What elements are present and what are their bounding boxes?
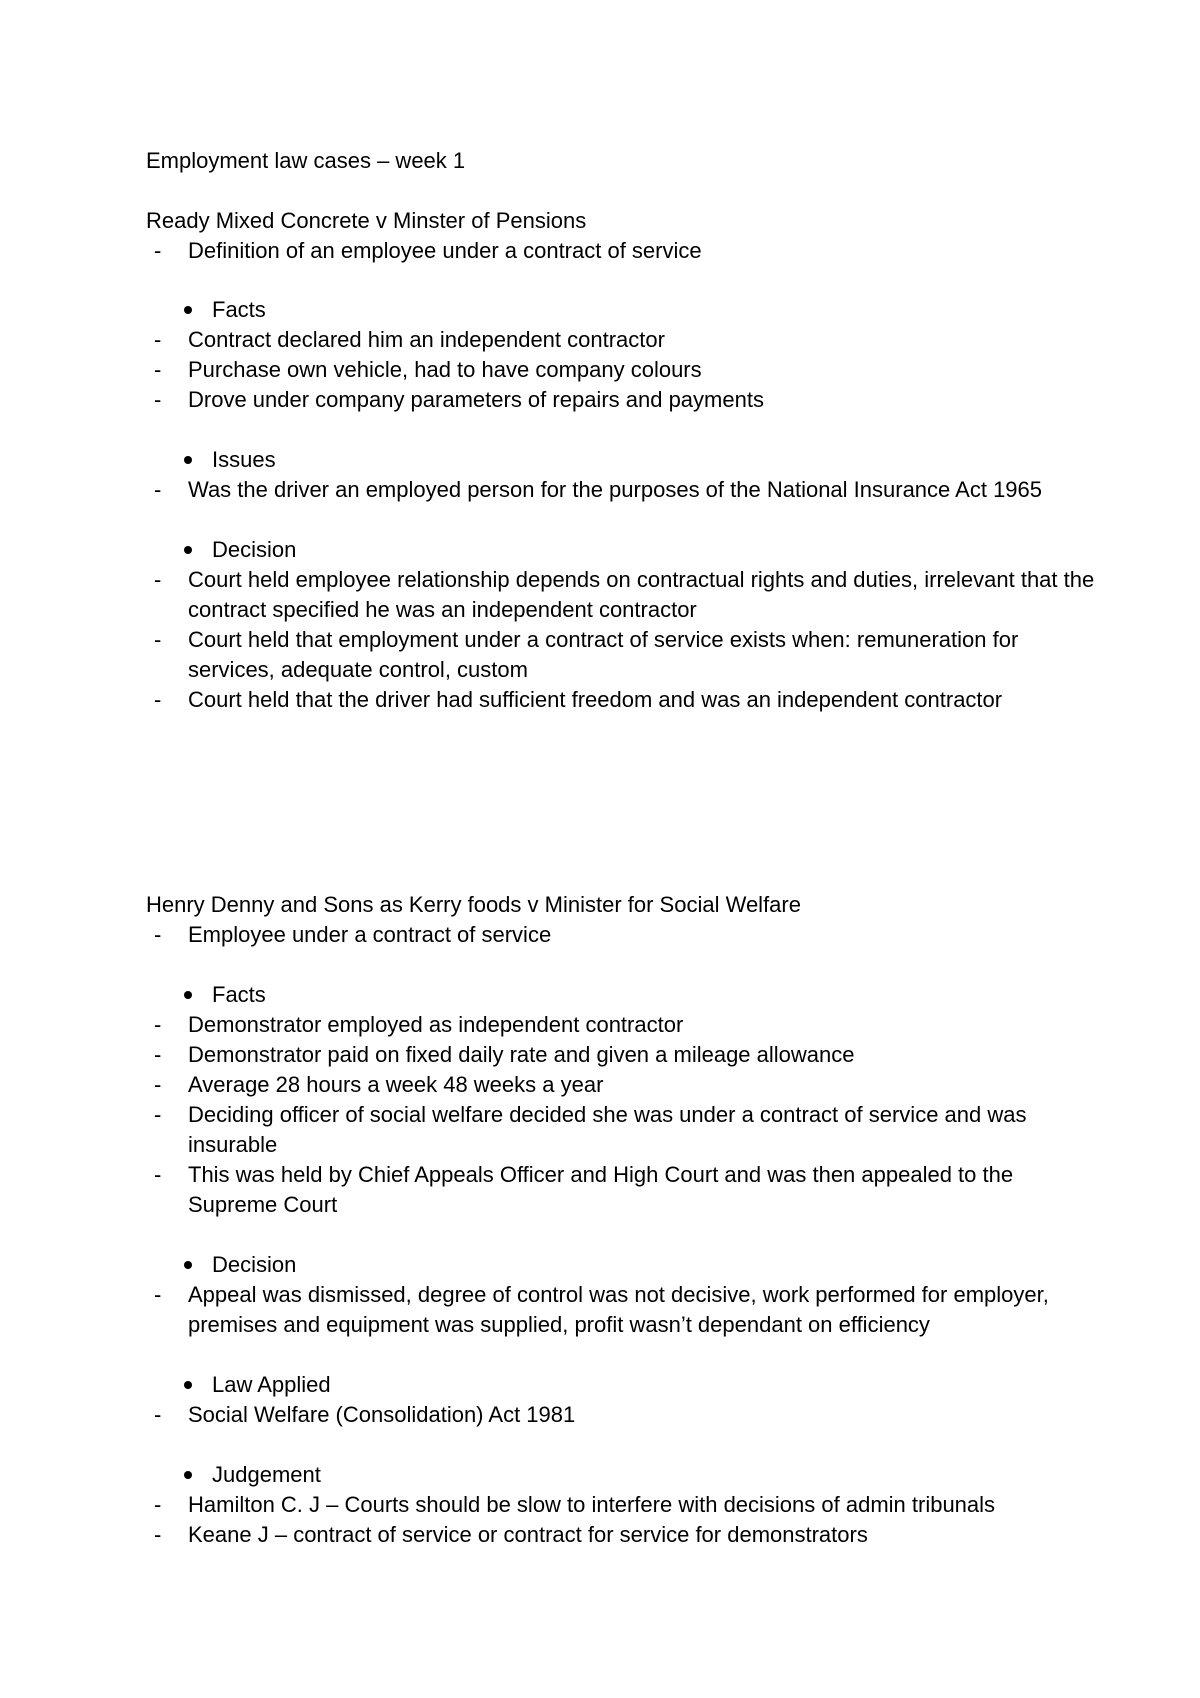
section-heading-law-applied <box>184 1370 331 1400</box>
list-item-text: Average 28 hours a week 48 weeks a year <box>188 1072 604 1097</box>
list-item-text: This was held by Chief Appeals Officer and High Court and was then appealed to the Supreme Court <box>188 1162 1014 1217</box>
list-item <box>146 1010 1106 1040</box>
section-heading-text: Issues <box>212 447 276 472</box>
dash-marker: - <box>154 387 162 412</box>
summary-point <box>146 920 1106 950</box>
list-item <box>146 1160 1106 1220</box>
document-title: Employment law cases – week 1 <box>146 148 466 173</box>
section-heading-text: Facts <box>212 982 266 1007</box>
bullet-icon <box>184 306 192 314</box>
dash-marker: - <box>154 357 162 382</box>
summary-text: Employee under a contract of service <box>188 922 552 947</box>
dash-marker: - <box>154 1072 162 1097</box>
bullet-icon <box>184 456 192 464</box>
dash-marker: - <box>154 687 162 712</box>
list-item <box>146 325 1106 355</box>
list-item-text: Purchase own vehicle, had to have company colours <box>188 357 702 382</box>
list-item <box>146 1280 1106 1340</box>
list-item-text: Social Welfare (Consolidation) Act 1981 <box>188 1402 576 1427</box>
dash-marker: - <box>154 1522 162 1547</box>
dash-marker: - <box>154 238 162 263</box>
list-item <box>146 1070 1106 1100</box>
list-item-text: Keane J – contract of service or contract for service for demonstrators <box>188 1522 868 1547</box>
section-heading-facts <box>184 295 266 325</box>
summary-point <box>146 236 1106 266</box>
bullet-icon <box>184 1381 192 1389</box>
list-item-text: Was the driver an employed person for the purposes of the National Insurance Act 1965 <box>188 477 1043 502</box>
case-title: Henry Denny and Sons as Kerry foods v Minister for Social Welfare <box>146 892 801 917</box>
list-item-text: Appeal was dismissed, degree of control was not decisive, work performed for employer, premises and equipment was supplied, profit wasn’t dependant on efficiency <box>188 1282 1049 1337</box>
list-item <box>146 685 1106 715</box>
dash-marker: - <box>154 627 162 652</box>
section-heading-text: Facts <box>212 297 266 322</box>
section-heading-issues <box>184 445 276 475</box>
dash-marker: - <box>154 1012 162 1037</box>
dash-marker: - <box>154 1102 162 1127</box>
list-item-text: Contract declared him an independent contractor <box>188 327 665 352</box>
section-heading-facts <box>184 980 266 1010</box>
dash-marker: - <box>154 1492 162 1517</box>
list-item <box>146 1520 1106 1550</box>
list-item-text: Deciding officer of social welfare decided she was under a contract of service and was insurable <box>188 1102 1027 1157</box>
dash-marker: - <box>154 1402 162 1427</box>
list-item <box>146 1100 1106 1160</box>
list-item <box>146 625 1106 685</box>
section-heading-decision <box>184 1250 296 1280</box>
list-item <box>146 1400 1106 1430</box>
dash-marker: - <box>154 1162 162 1187</box>
list-item <box>146 565 1106 625</box>
section-heading-text: Decision <box>212 537 297 562</box>
list-item <box>146 475 1106 505</box>
section-heading-decision <box>184 535 296 565</box>
list-item-text: Demonstrator employed as independent contractor <box>188 1012 684 1037</box>
dash-marker: - <box>154 1042 162 1067</box>
list-item-text: Drove under company parameters of repairs and payments <box>188 387 764 412</box>
dash-marker: - <box>154 327 162 352</box>
list-item-text: Court held that the driver had sufficient freedom and was an independent contractor <box>188 687 1003 712</box>
list-item-text: Hamilton C. J – Courts should be slow to interfere with decisions of admin tribunals <box>188 1492 996 1517</box>
section-heading-text: Judgement <box>212 1462 321 1487</box>
section-heading-text: Law Applied <box>212 1372 331 1397</box>
list-item-text: Court held that employment under a contract of service exists when: remuneration for services, adequate control, custom <box>188 627 1019 682</box>
bullet-icon <box>184 991 192 999</box>
list-item-text: Court held employee relationship depends on contractual rights and duties, irrelevant that the contract specified he was an independent contractor <box>188 567 1095 622</box>
dash-marker: - <box>154 922 162 947</box>
list-item <box>146 355 1106 385</box>
dash-marker: - <box>154 567 162 592</box>
dash-marker: - <box>154 477 162 502</box>
section-heading-text: Decision <box>212 1252 297 1277</box>
case-title: Ready Mixed Concrete v Minster of Pensions <box>146 208 587 233</box>
list-item <box>146 385 1106 415</box>
list-item-text: Demonstrator paid on fixed daily rate and given a mileage allowance <box>188 1042 855 1067</box>
bullet-icon <box>184 1471 192 1479</box>
dash-marker: - <box>154 1282 162 1307</box>
bullet-icon <box>184 546 192 554</box>
list-item <box>146 1040 1106 1070</box>
bullet-icon <box>184 1261 192 1269</box>
section-heading-judgement <box>184 1460 321 1490</box>
list-item <box>146 1490 1106 1520</box>
summary-text: Definition of an employee under a contract of service <box>188 238 702 263</box>
